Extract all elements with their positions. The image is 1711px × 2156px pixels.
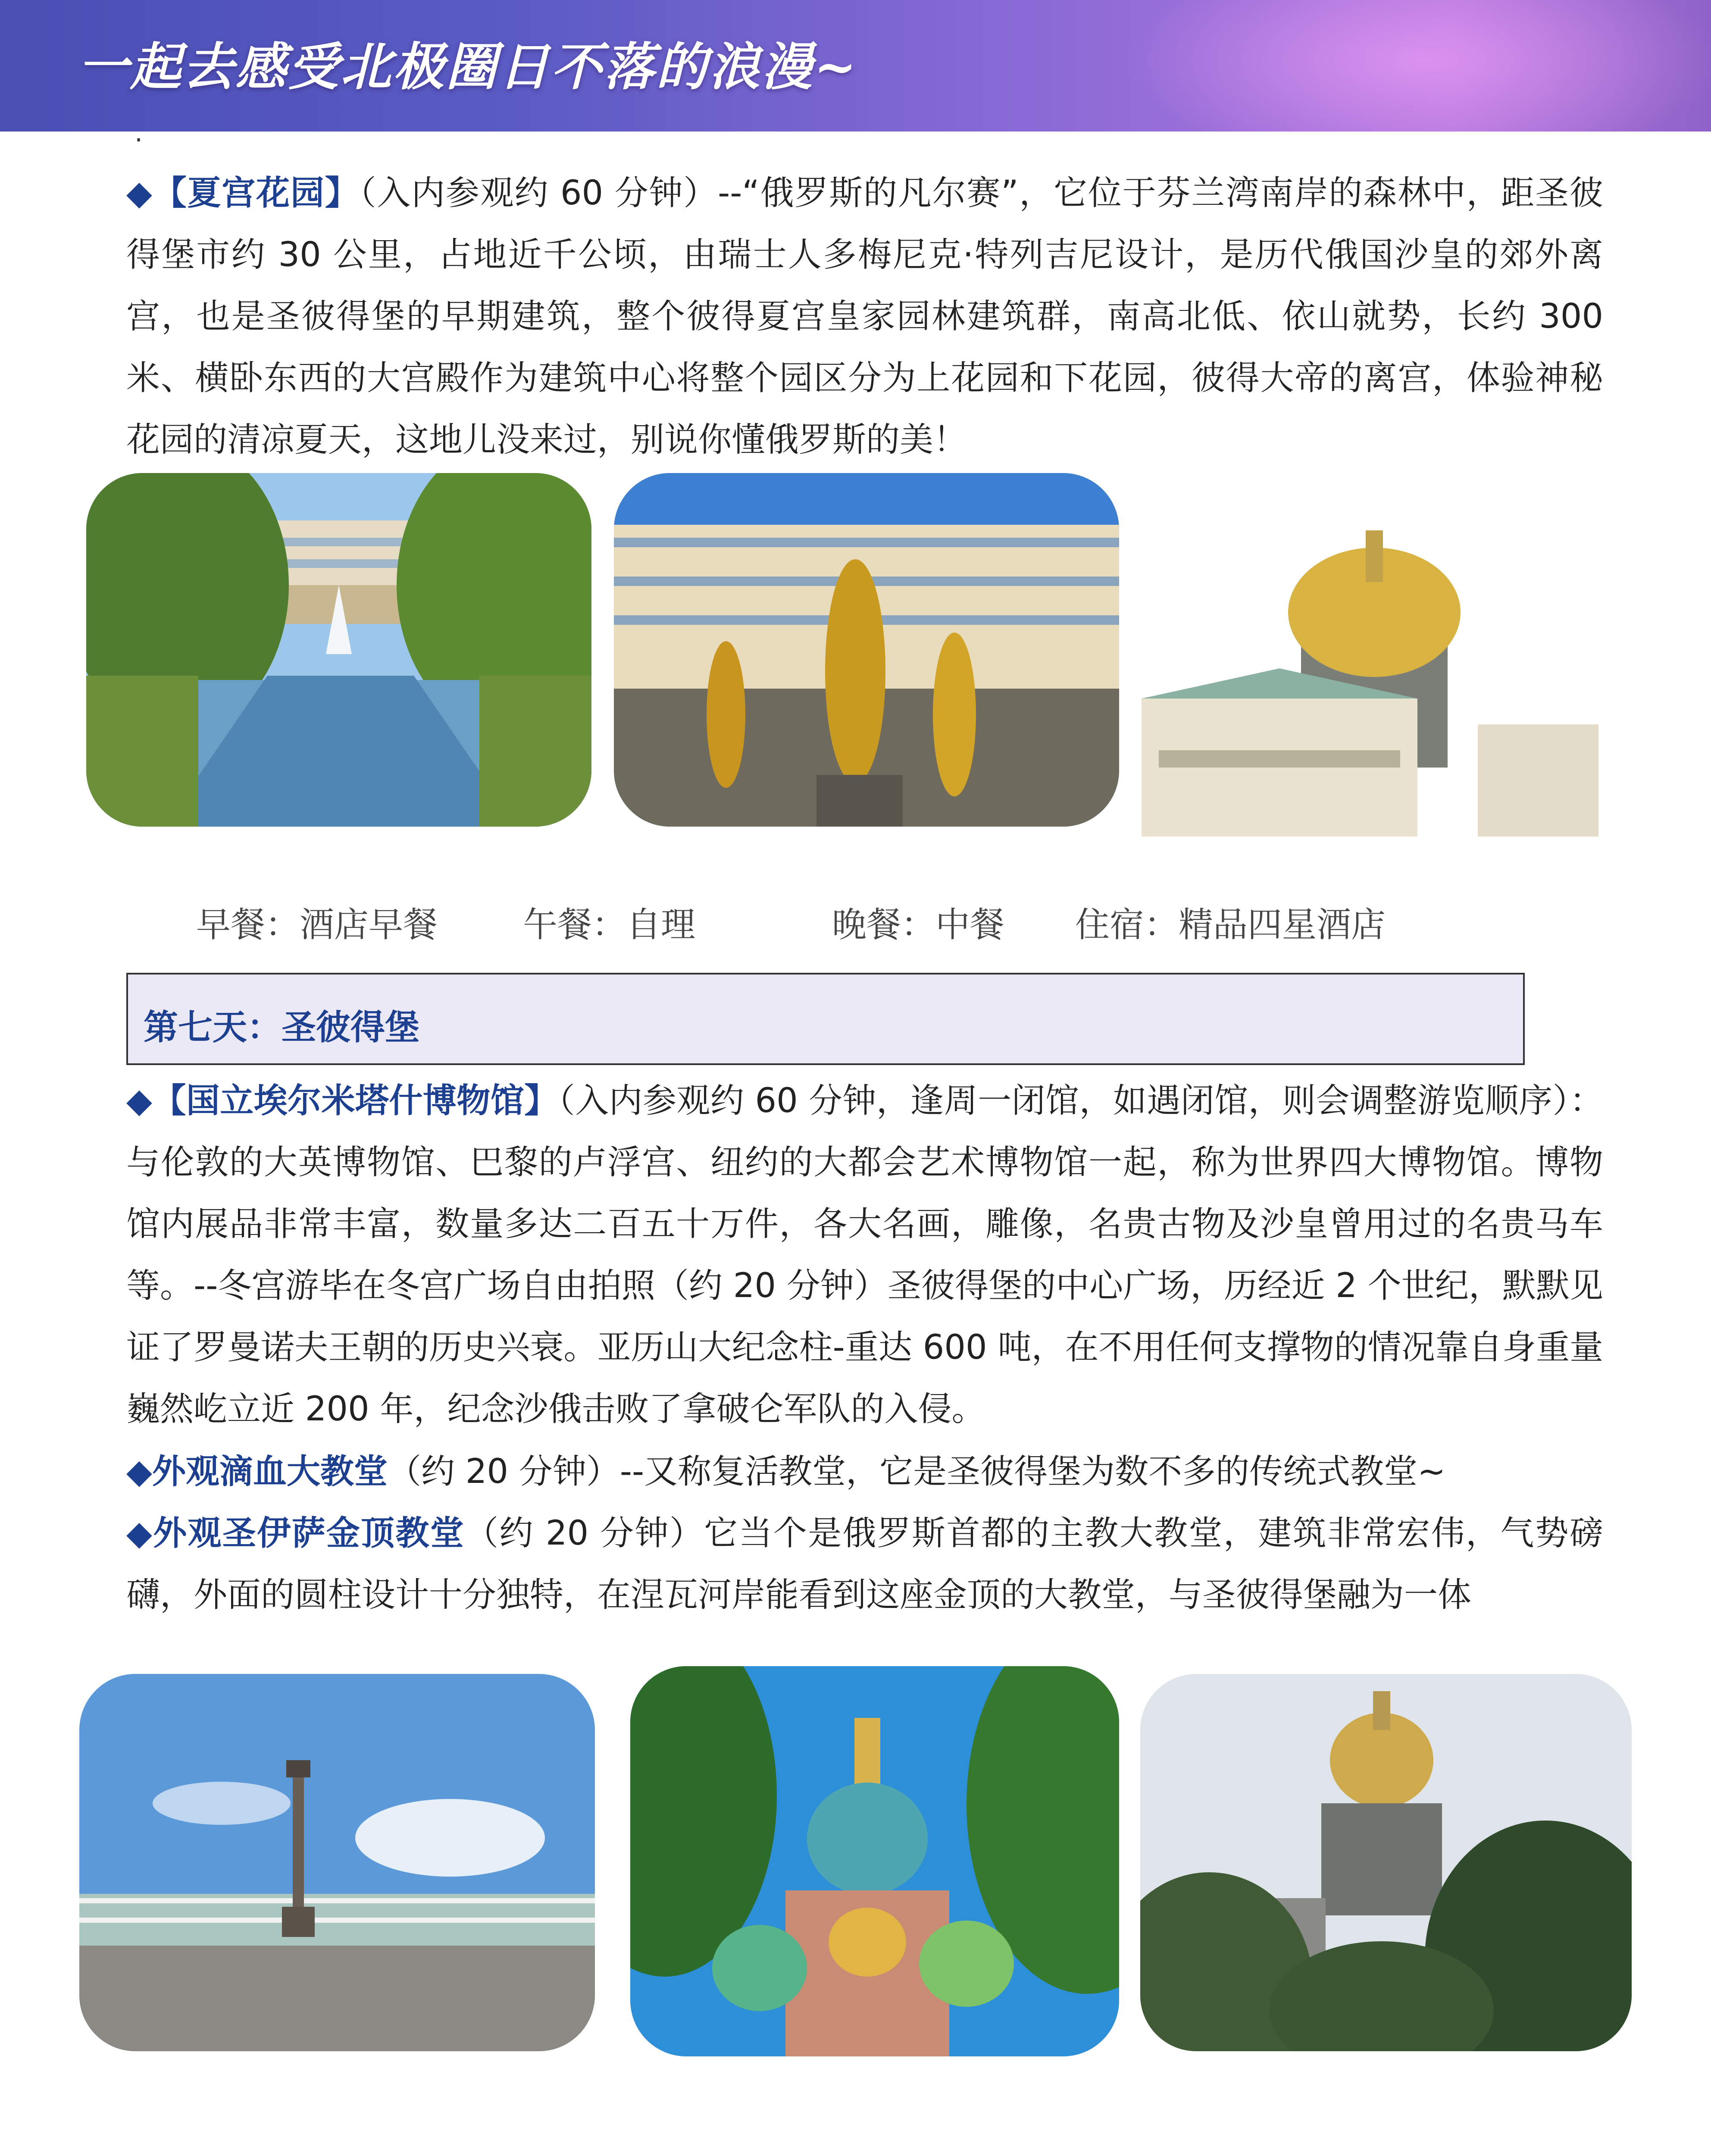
- summer-palace-title: 【夏宫花园】: [153, 174, 360, 213]
- isaac-paragraph: [126, 1503, 1603, 1626]
- diamond-marker: ◆: [126, 1514, 153, 1553]
- dinner-info: 晚餐：中餐: [832, 905, 1004, 945]
- hermitage-text: （入内参观约 60 分钟，逢周一闭馆，如遇闭馆，则会调整游览顺序）：与伦敦的大英博物馆、巴黎的卢浮宫、纽约的大都会艺术博物馆一起，称为世界四大博物馆。博物馆内展品非常丰富，数量多达二百五十万件，各大名画，雕像，名贵古物及沙皇曾用过的名贵马车等。--冬宫游毕在冬宫广场自由拍照（约 20 分钟）圣彼得堡的中心广场，历经近 2 个世纪，默默见证了罗曼诺夫王朝的历史兴衰。亚历山大纪念柱-重达 600 吨，在不用任何支撑物的情况靠自身重量巍然屹立近 200 年，纪念沙俄击败了拿破仑军队的入侵。: [126, 1081, 1603, 1429]
- lunch-info: 午餐：自理: [523, 905, 695, 945]
- spilled-blood-title: 外观滴血大教堂: [152, 1452, 388, 1491]
- banner-title: 一起去感受北极圈日不落的浪漫~: [78, 37, 858, 97]
- spilled-blood-text: （约 20 分钟）--又称复活教堂，它是圣彼得堡为数不多的传统式教堂~: [388, 1452, 1446, 1491]
- hermitage-paragraph: [126, 1070, 1603, 1440]
- spilled-blood-paragraph: [126, 1441, 1603, 1503]
- palace-square-column-photo: [79, 1674, 595, 2051]
- golden-statues-photo: [614, 473, 1119, 827]
- golden-dome-cathedral-photo: [1142, 483, 1659, 837]
- breakfast-info: 早餐：酒店早餐: [196, 905, 438, 945]
- diamond-marker: ◆: [126, 1081, 153, 1120]
- isaac-text: （约 20 分钟）它当个是俄罗斯首都的主教大教堂，建筑非常宏伟，气势磅礴，外面的圆柱设计十分独特，在涅瓦河岸能看到这座金顶的大教堂，与圣彼得堡融为一体: [126, 1514, 1603, 1614]
- day-header-box: [126, 973, 1525, 1065]
- meals-line: [0, 897, 1711, 944]
- peterhof-fountain-photo: [86, 473, 591, 827]
- banner-glow: [1121, 0, 1711, 132]
- day-title: 第七天：圣彼得堡: [144, 1007, 419, 1047]
- church-spilled-blood-photo: [630, 1666, 1119, 2056]
- st-isaac-cathedral-photo: [1140, 1674, 1632, 2051]
- header-banner: [0, 0, 1711, 132]
- summer-palace-text: （入内参观约 60 分钟）--“俄罗斯的凡尔赛”，它位于芬兰湾南岸的森林中，距圣彼得堡市约 30 公里，占地近千公顷，由瑞士人多梅尼克·特列吉尼设计，是历代俄国沙皇的郊外离宫，也是圣彼得堡的早期建筑，整个彼得夏宫皇家园林建筑群，南高北低、依山就势，长约 300 米、横卧东西的大宫殿作为建筑中心将整个园区分为上花园和下花园，彼得大帝的离宫，体验神秘花园的清凉夏天，这地儿没来过，别说你懂俄罗斯的美！: [126, 174, 1603, 459]
- lodging-info: 住宿：精品四星酒店: [1075, 905, 1386, 945]
- isaac-title: 外观圣伊萨金顶教堂: [153, 1514, 465, 1553]
- lead-dot: ·: [135, 125, 143, 155]
- diamond-marker: ◆: [126, 1452, 152, 1491]
- summer-palace-paragraph: [126, 163, 1603, 471]
- diamond-marker: ◆: [126, 174, 153, 213]
- hermitage-title: 【国立埃尔米塔什博物馆】: [152, 1081, 558, 1120]
